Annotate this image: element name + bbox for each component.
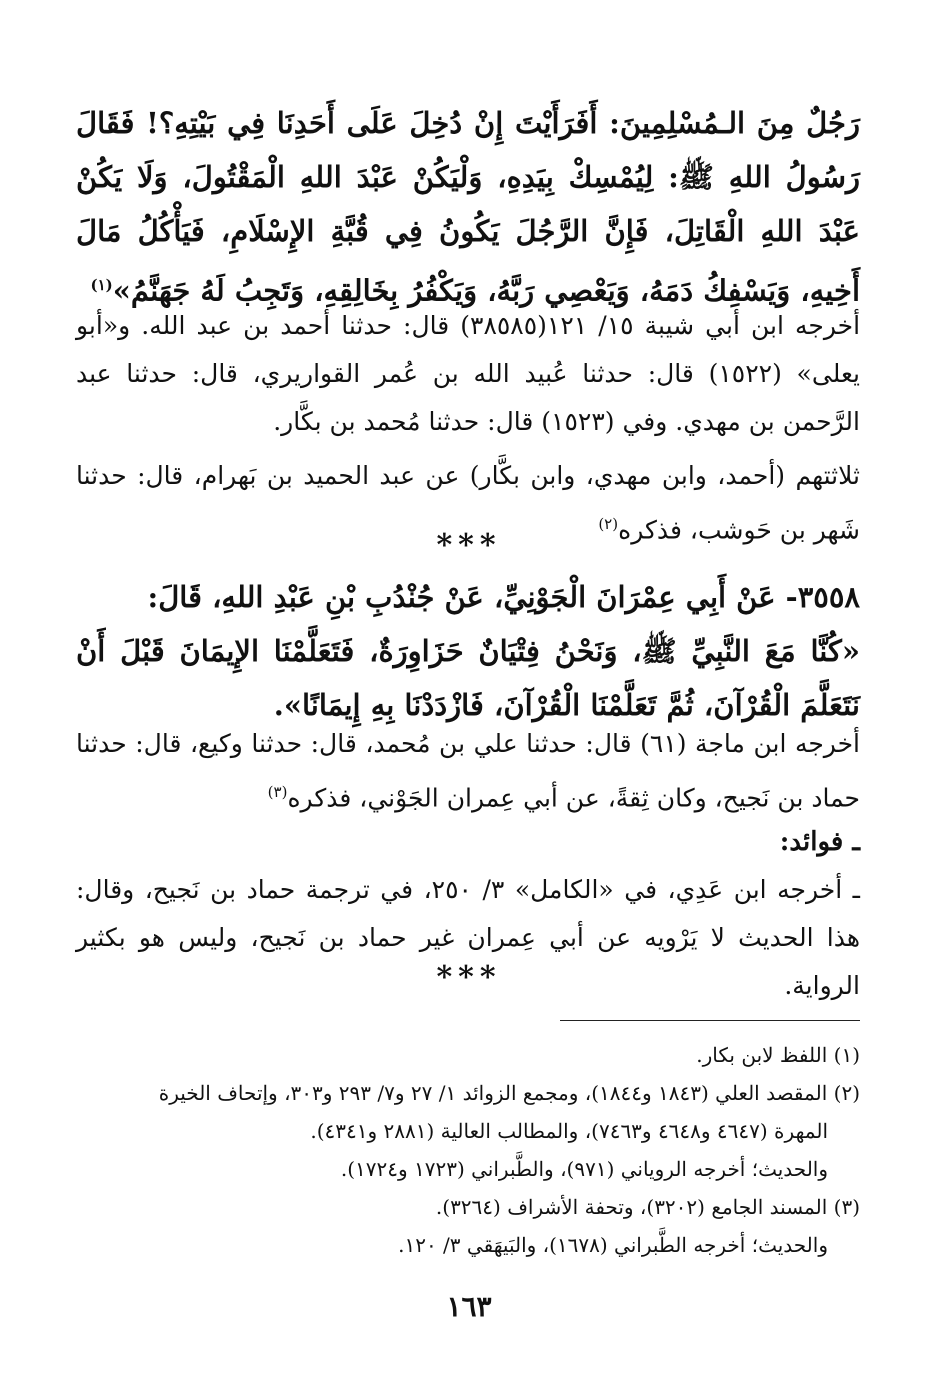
footnote-2-line-1: (٢) المقصد العلي (١٨٤٣ و١٨٤٤)، ومجمع الزوائد ١/ ٢٧ و٧/ ٢٩٣ و٣٠٣، وإتحاف الخيرة [158, 1081, 860, 1105]
takhrij-paragraph-3 [76, 720, 860, 822]
footnote-3-line-2: والحديث؛ أخرجه الطَّبراني (١٦٧٨)، والبَيهَقي ٣/ ١٢٠. [398, 1233, 828, 1257]
takhrij-paragraph-1: أخرجه ابن أبي شيبة ١٥/ ١٢١(٣٨٥٨٥) قال: حدثنا أحمد بن عبد الله. و«أبو يعلى» (١٥٢٢) قال: حدثنا عُبيد الله بن عُمر القواريري، قال: حدثنا عبد الرَّحمن بن مهدي. وفي (١٥٢٣) قال: حدثنا مُحمد بن بكَّار. [76, 311, 861, 436]
hadith-3558-text: «كُنَّا مَعَ النَّبِيِّ ﷺ، وَنَحْنُ فِتْيَانٌ حَزَاوِرَةٌ، فَتَعَلَّمْنَا الإِيمَانَ قَبْلَ أَنْ نَتَعَلَّمَ الْقُرْآنَ، ثُمَّ تَعَلَّمْنَا الْقُرْآنَ، فَازْدَدْنَا بِهِ إِيمَانًا». [76, 634, 860, 722]
hadith-3558-heading: ٣٥٥٨- عَنْ أَبِي عِمْرَانَ الْجَوْنِيِّ، عَنْ جُنْدُبِ بْنِ عَبْدِ اللهِ، قَالَ: [147, 580, 860, 614]
footnote-ref-1: (١) [90, 276, 113, 294]
footnote-2-line-3: والحديث؛ أخرجه الروياني (٩٧١)، والطَّبراني (١٧٢٣ و١٧٢٤). [340, 1157, 828, 1181]
footnote-ref-3: (٣) [267, 783, 288, 801]
footnote-3-line-1: (٣) المسند الجامع (٣٢٠٢)، وتحفة الأشراف (٣٢٦٤). [435, 1195, 860, 1219]
takhrij-paragraph-3-text: أخرجه ابن ماجة (٦١) قال: حدثنا علي بن مُحمد، قال: حدثنا وكيع، قال: حدثنا حماد بن نَجيح، وكان ثِقةً، عن أبي عِمران الجَوْني، فذكره [76, 729, 861, 813]
footnote-ref-2: (٢) [598, 515, 619, 533]
section-separator-2: *** [436, 960, 502, 995]
hadith-continuation [76, 96, 860, 318]
footnote-divider [560, 1020, 860, 1021]
hadith-continuation-text: رَجُلٌ مِنَ الـمُسْلِمِينَ: أَفَرَأَيْتَ إِنْ دُخِلَ عَلَى أَحَدِنَا فِي بَيْتِهِ؟! فَقَالَ رَسُولُ اللهِ ﷺ: لِيُمْسِكْ بِيَدِهِ، وَلْيَكُنْ عَبْدَ اللهِ الْمَقْتُولَ، وَلَا يَكُنْ عَبْدَ اللهِ الْقَاتِلَ، فَإِنَّ الرَّجُلَ يَكُونُ فِي قُبَّةِ الإِسْلَامِ، فَيَأْكُلُ مَالَ أَخِيهِ، وَيَسْفِكُ دَمَهُ، وَيَعْصِي رَبَّهُ، وَيَكْفُرُ بِخَالِقِهِ، وَتَجِبُ لَهُ جَهَنَّمُ» [76, 106, 860, 308]
footnote-2-line-2: المهرة (٤٦٤٧ و٤٦٤٨ و٧٤٦٣)، والمطالب العالية (٢٨٨١ و٤٣٤١). [310, 1119, 828, 1143]
page-number: ١٦٣ [446, 1290, 492, 1323]
fawaid-text: ـ أخرجه ابن عَدِي، في «الكامل» ٣/ ٢٥٠، في ترجمة حماد بن نَجيح، وقال: هذا الحديث لا يَرْويه عن أبي عِمران غير حماد بن نَجيح، وليس هو بكثير الرواية. [76, 875, 861, 1000]
takhrij-paragraph-2-text: ثلاثتهم (أحمد، وابن مهدي، وابن بكَّار) عن عبد الحميد بن بَهرام، قال: حدثنا شَهر بن حَوشب، فذكره [76, 461, 860, 545]
fawaid-label: ـ فوائد: [779, 827, 860, 857]
section-separator-1: *** [436, 528, 502, 563]
footnote-1: (١) اللفظ لابن بكار. [696, 1043, 860, 1067]
